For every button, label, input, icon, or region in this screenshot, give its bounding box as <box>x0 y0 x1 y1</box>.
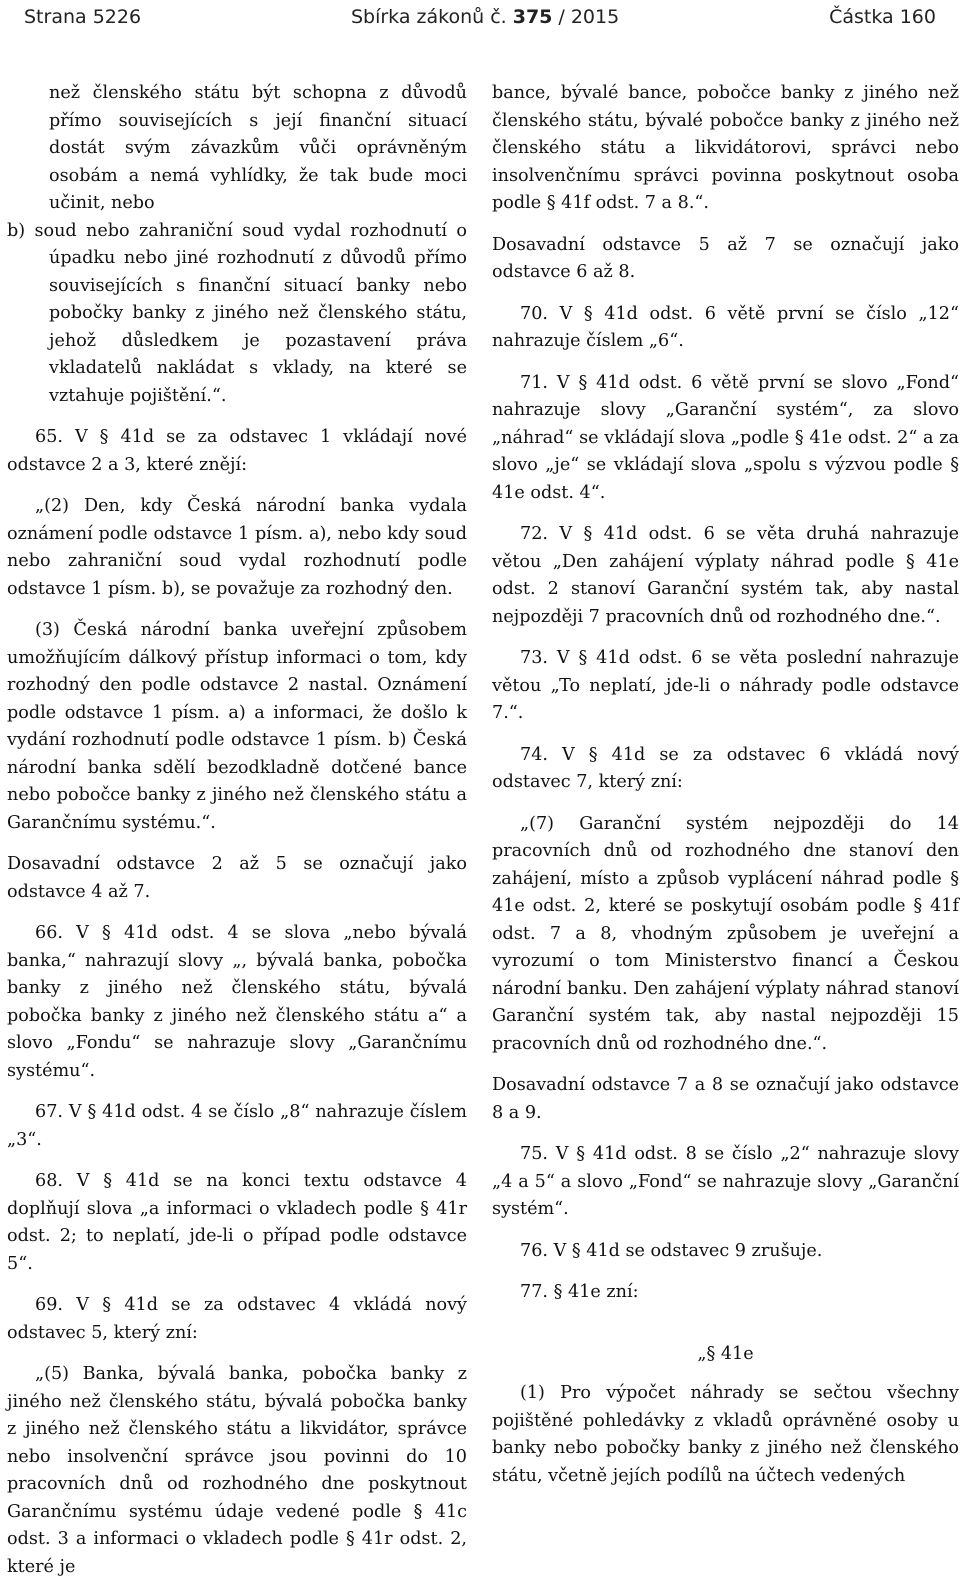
law-year: / 2015 <box>558 6 620 28</box>
list-item-b: b) soud nebo zahraniční soud vydal rozhodnutí o úpadku nebo jiné rozhodnutí z důvodů přímo souvisejících s finanční situací banky nebo pobočky banky z jiného než členského státu, jehož důsledkem je pozastavení práva vkladatelů nakládat s vklady, na které se vztahuje pojištění.“. <box>7 220 467 406</box>
renumbering-note: Dosavadní odstavce 2 až 5 se označují jako odstavce 4 až 7. <box>7 854 467 902</box>
amendment-76: 76. V § 41d se odstavec 9 zrušuje. <box>520 1240 823 1261</box>
amendment-70: 70. V § 41d odst. 6 větě první se číslo „12“ nahrazuje číslem „6“. <box>492 303 959 351</box>
collection-name: Sbírka zákonů č. <box>350 6 507 28</box>
section-heading-41e: „§ 41e <box>697 1343 754 1364</box>
quoted-paragraph-3: (3) Česká národní banka uveřejní způsobem umožňujícím dálkový přístup informaci o tom, kdy rozhodný den podle odstavce 2 nastal. Oznámení podle odstavce 1 písm. a) a informaci, že došlo k vydání rozhodnutí podle odstavce 1 písm. b) Česká národní banka sdělí bezodkladně dotčené bance nebo pobočce banky z jiného než členského státu a Garančnímu systému.“. <box>7 620 467 833</box>
left-column <box>7 80 467 1581</box>
amendment-72: 72. V § 41d odst. 6 se věta druhá nahrazuje větou „Den zahájení výplaty náhrad podle § 41e odst. 2 stanoví Garanční systém tak, aby nastal nejpozději 7 pracovních dnů od rozhodného dne.“. <box>492 524 959 627</box>
law-number: 375 <box>512 6 553 28</box>
renumbering-note-2: Dosavadní odstavce 5 až 7 se označují jako odstavce 6 až 8. <box>492 234 959 282</box>
right-column <box>492 80 959 1490</box>
quoted-paragraph-5: „(5) Banka, bývalá banka, pobočka banky z jiného než členského státu, bývalá pobočka banky z jiného než členského státu a likvidátor, správce nebo insolvenční správce jsou povinni do 10 pracovních dnů od rozhodného dne poskytnout Garančnímu systému údaje vedené podle § 41c odst. 3 a informaci o vkladech podle § 41r odst. 2, které je <box>7 1364 467 1577</box>
page-header <box>24 4 936 30</box>
part-number: Částka 160 <box>829 6 936 28</box>
quoted-paragraph-7: „(7) Garanční systém nejpozději do 14 pracovních dnů od rozhodného dne stanoví den zahájení, místo a způsob vyplácení náhrad podle § 41e odst. 2, které se poskytují osobám podle § 41f odst. 7 a 8, vhodným způsobem je uveřejní a vyrozumí o tom Ministerstvo financí a Českou národní banku. Den zahájení výplaty náhrad stanoví Garanční systém tak, aby nastal nejpozději 15 pracovních dnů od rozhodného dne.“. <box>492 813 959 1054</box>
quoted-paragraph-2: „(2) Den, kdy Česká národní banka vydala oznámení podle odstavce 1 písm. a), nebo kdy soud nebo zahraniční soud vydal rozhodnutí podle odstavce 1 písm. b), se považuje za rozhodný den. <box>7 496 467 599</box>
paragraph-continuation-right: bance, bývalé bance, pobočce banky z jiného než členského státu, bývalé pobočce banky z jiného než členského státu a likvidátorovi, správci nebo insolvenčnímu správci povinna poskytnout osoba podle § 41f odst. 7 a 8.“. <box>492 83 959 213</box>
section-41e-paragraph-1: (1) Pro výpočet náhrady se sečtou všechny pojištěné pohledávky z vkladů oprávněné osoby u banky nebo pobočky banky z jiného než členského státu, včetně jejích podílů na účtech vedených <box>492 1383 959 1486</box>
amendment-67: 67. V § 41d odst. 4 se číslo „8“ nahrazuje číslem „3“. <box>7 1102 467 1150</box>
page-number: Strana 5226 <box>24 6 142 28</box>
amendment-69: 69. V § 41d se za odstavec 4 vkládá nový odstavec 5, který zní: <box>7 1295 467 1343</box>
amendment-77: 77. § 41e zní: <box>520 1282 639 1302</box>
amendment-68: 68. V § 41d se na konci textu odstavce 4 doplňují slova „a informaci o vkladech podle § 41r odst. 2; to neplatí, jde-li o případ podle odstavce 5“. <box>7 1171 467 1274</box>
amendment-71: 71. V § 41d odst. 6 větě první se slovo „Fond“ nahrazuje slovy „Garanční systém“, za slovo „náhrad“ se vkládají slova „podle § 41e odst. 2“ a za slovo „je“ se vkládají slova „spolu s výzvou podle § 41e odst. 4“. <box>492 372 959 503</box>
amendment-66: 66. V § 41d odst. 4 se slova „nebo bývalá banka,“ nahrazují slovy „, bývalá banka, pobočka banky z jiného než členského státu, bývalá pobočka banky z jiného než členského státu a“ a slovo „Fondu“ se nahrazuje slovy „Garančnímu systému“. <box>7 923 467 1081</box>
paragraph-continuation: než členského státu být schopna z důvodů přímo souvisejících s její finanční situací dostát svým závazkům vůči oprávněným osobám a nemá vyhlídky, že tak bude moci učinit, nebo <box>49 83 467 213</box>
collection-title <box>351 6 619 28</box>
amendment-73: 73. V § 41d odst. 6 se věta poslední nahrazuje větou „To neplatí, jde-li o náhrady podle odstavce 7.“. <box>492 648 959 723</box>
amendment-75: 75. V § 41d odst. 8 se číslo „2“ nahrazuje slovy „4 a 5“ a slovo „Fond“ se nahrazuje slovy „Garanční systém“. <box>492 1144 959 1219</box>
amendment-74: 74. V § 41d se za odstavec 6 vkládá nový odstavec 7, který zní: <box>492 744 959 792</box>
amendment-65: 65. V § 41d se za odstavec 1 vkládají nové odstavce 2 a 3, které znějí: <box>7 427 467 475</box>
renumbering-note-3: Dosavadní odstavce 7 a 8 se označují jako odstavce 8 a 9. <box>492 1075 959 1123</box>
